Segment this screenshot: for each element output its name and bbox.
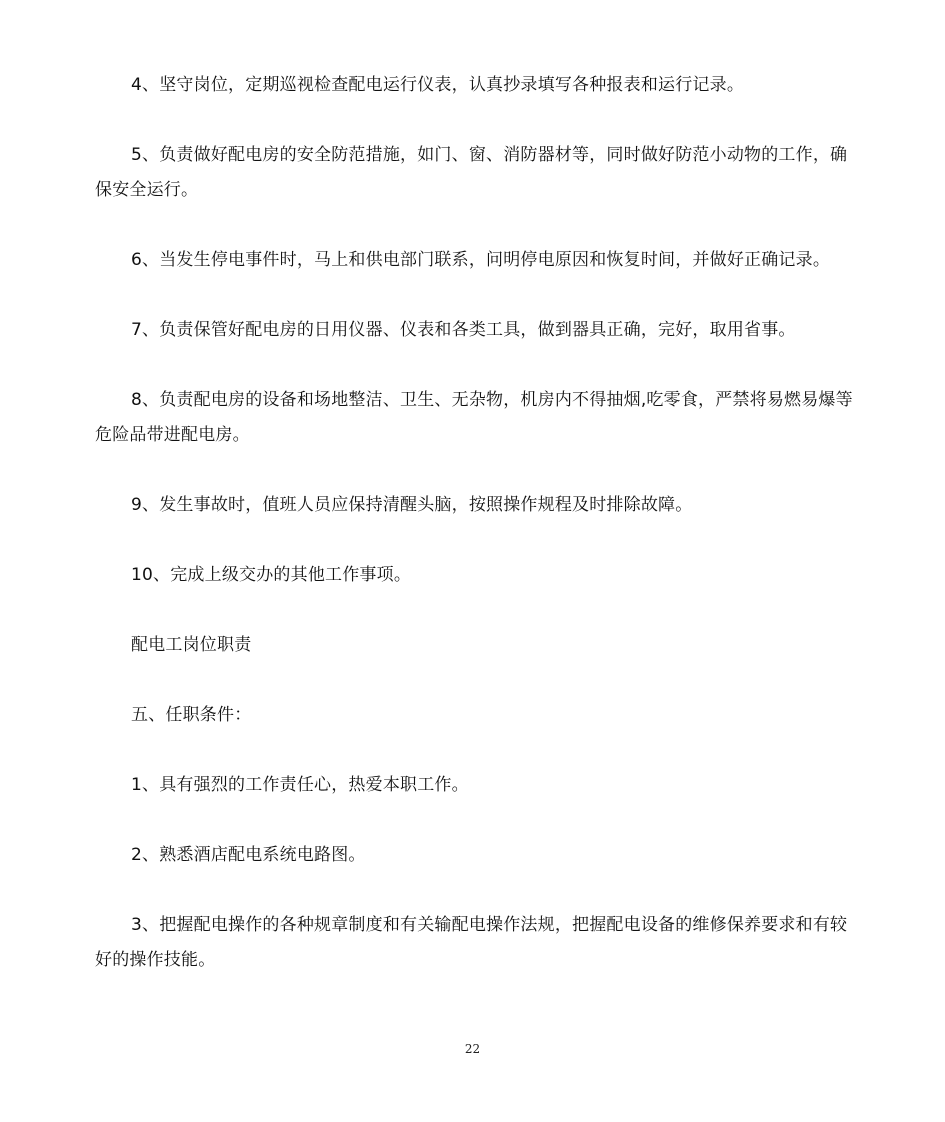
- paragraph-duty-9: 9、发生事故时，值班人员应保持清醒头脑，按照操作规程及时排除故障。: [131, 495, 693, 515]
- paragraph-duty-6: 6、当发生停电事件时，马上和供电部门联系，问明停电原因和恢复时间，并做好正确记录。: [131, 250, 831, 270]
- paragraph-qualification-3: 3、把握配电操作的各种规章制度和有关输配电操作法规，把握配电设备的维修保养要求和有较好的操作技能。: [95, 915, 848, 970]
- paragraph-duty-10: 10、完成上级交办的其他工作事项。: [131, 565, 412, 585]
- section-heading-qualifications: 五、任职条件：: [131, 705, 252, 725]
- paragraph-duty-7: 7、负责保管好配电房的日用仪器、仪表和各类工具，做到器具正确，完好，取用省事。: [131, 320, 796, 340]
- page-number: 22: [464, 1042, 481, 1056]
- paragraph-duty-4: 4、坚守岗位，定期巡视检查配电运行仪表，认真抄录填写各种报表和运行记录。: [131, 75, 745, 95]
- document-body: [95, 68, 857, 1013]
- paragraph-duty-8: 8、负责配电房的设备和场地整洁、卫生、无杂物，机房内不得抽烟,吃零食，严禁将易燃易爆等危险品带进配电房。: [95, 390, 853, 445]
- paragraph-qualification-2: 2、熟悉酒店配电系统电路图。: [131, 845, 366, 865]
- section-title-job-duties: 配电工岗位职责: [131, 635, 252, 655]
- paragraph-qualification-1: 1、具有强烈的工作责任心，热爱本职工作。: [131, 775, 469, 795]
- paragraph-duty-5: 5、负责做好配电房的安全防范措施，如门、窗、消防器材等，同时做好防范小动物的工作，确保安全运行。: [95, 145, 848, 200]
